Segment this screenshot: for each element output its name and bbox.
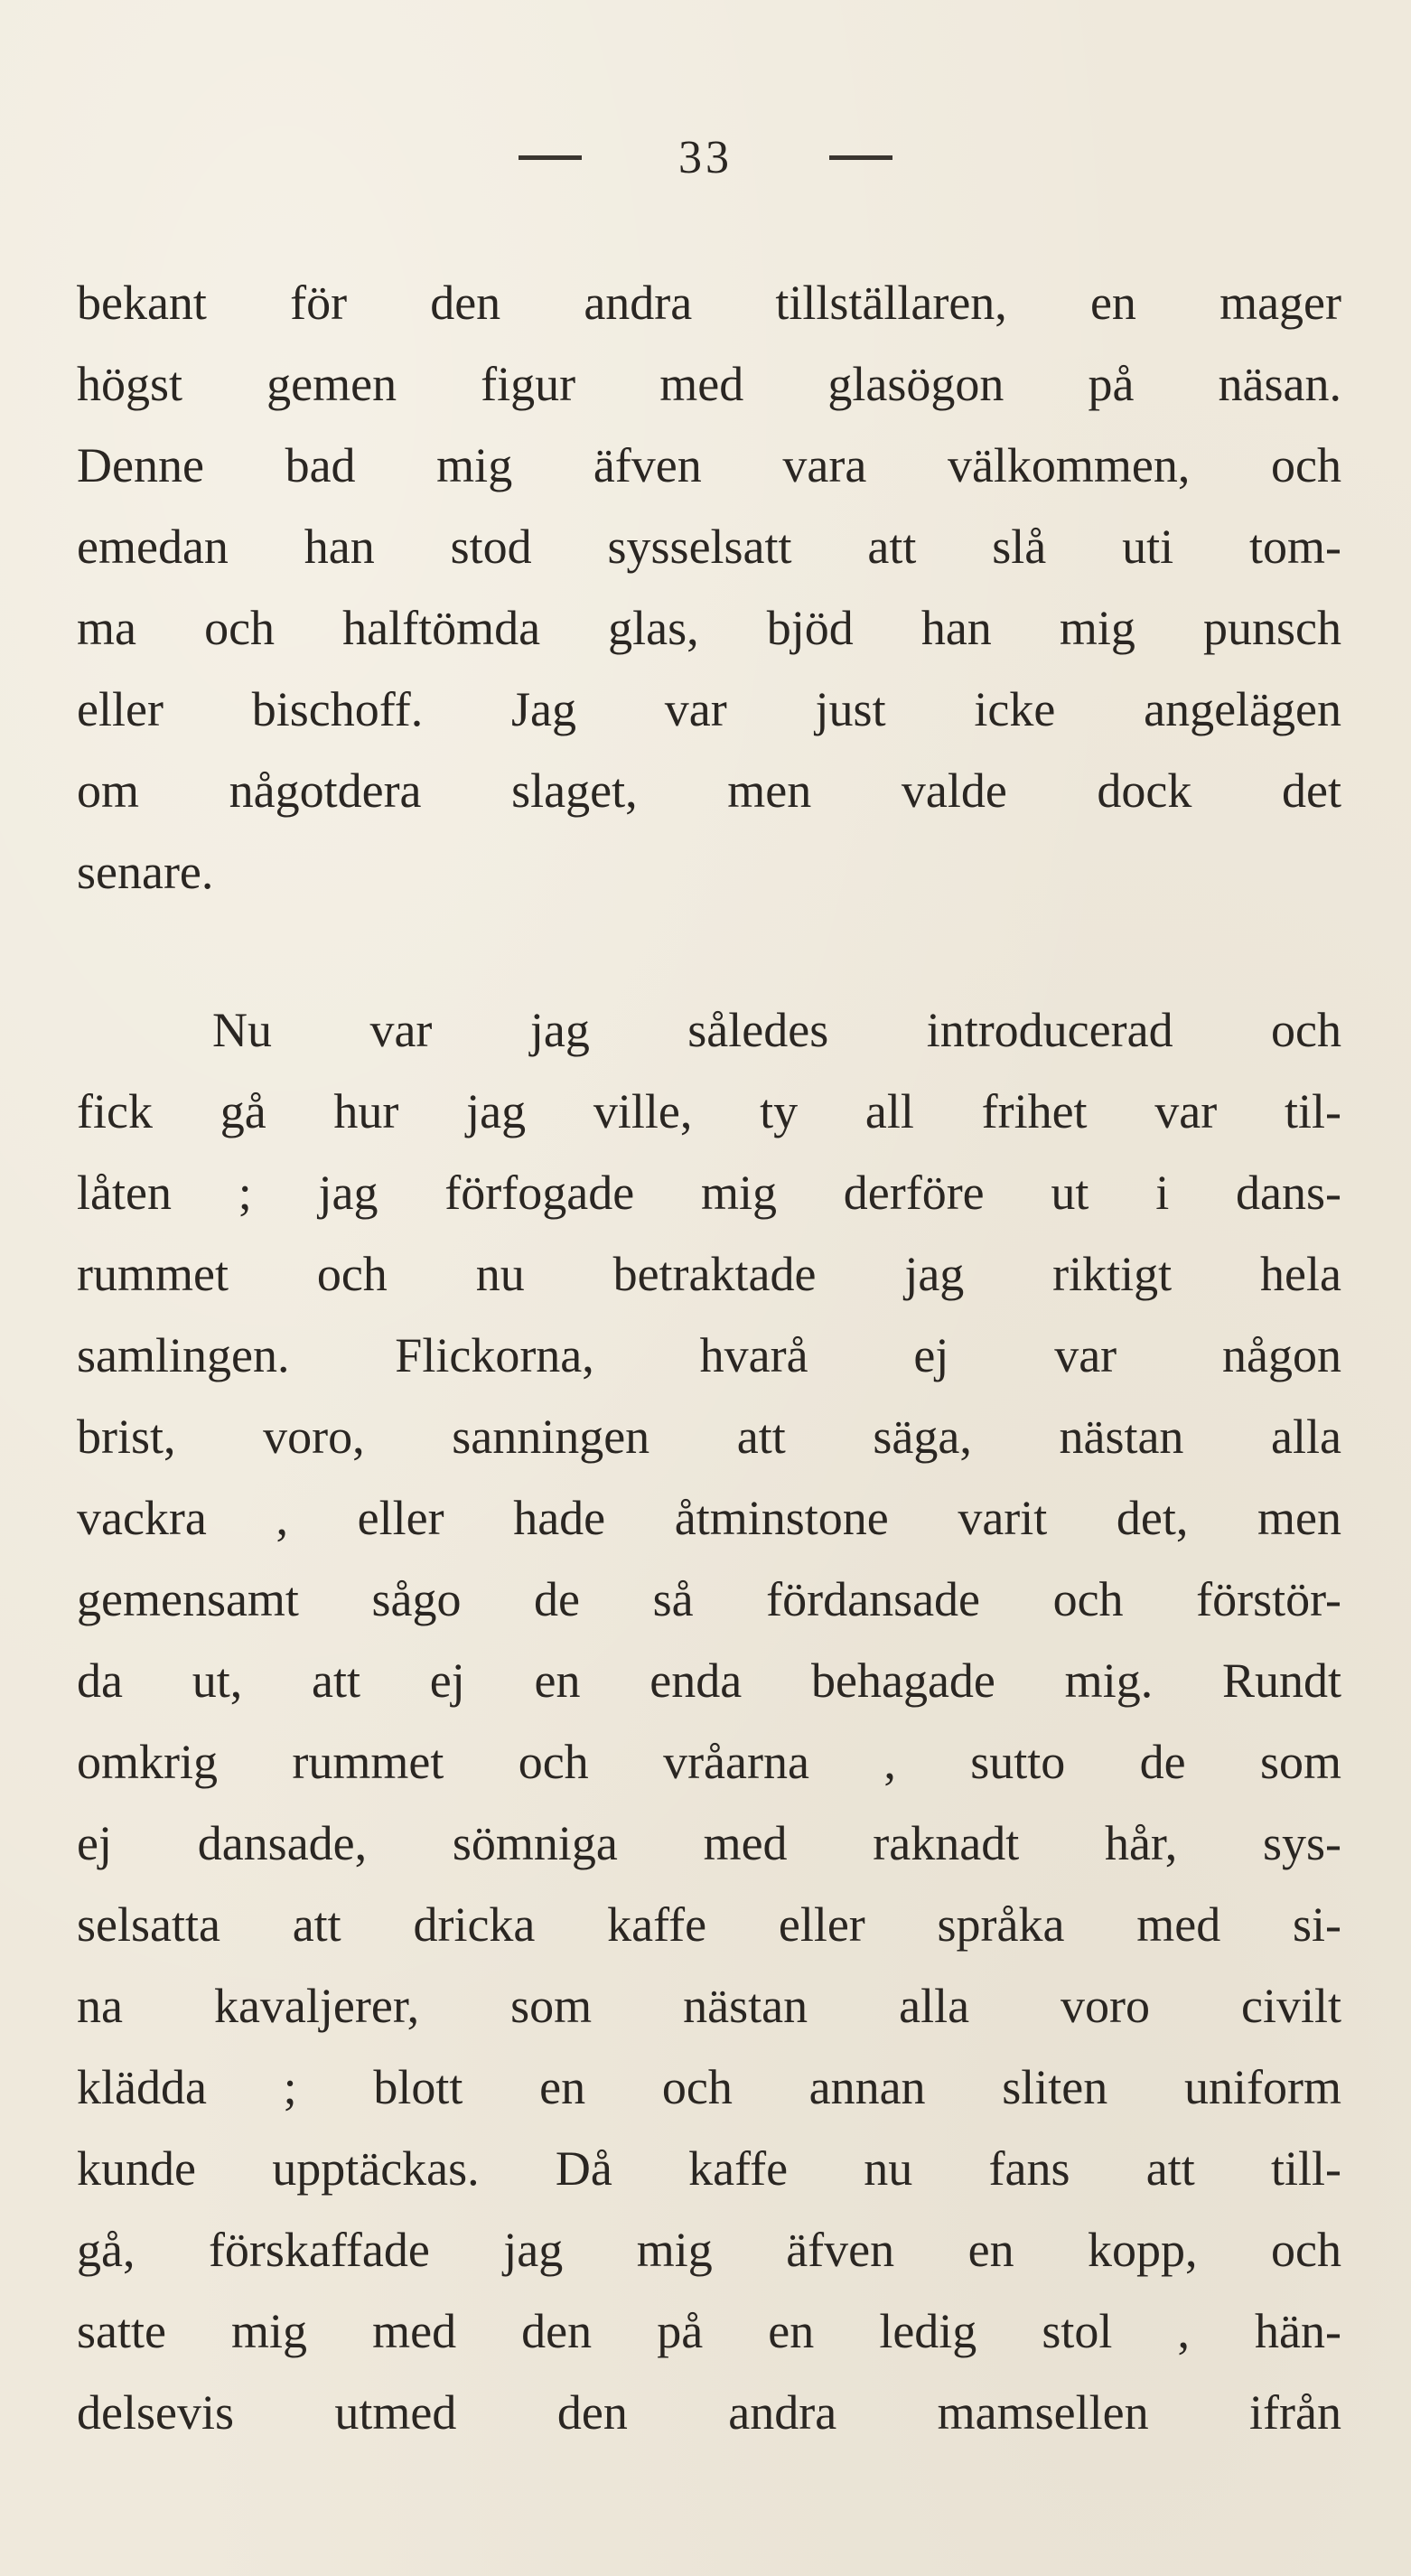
text-line: om någotdera slaget, men valde dock det <box>77 763 1341 818</box>
text-line: Nu var jag således introducerad och <box>212 1003 1341 1057</box>
header-dash-left <box>519 155 582 160</box>
page-number: 33 <box>678 131 733 183</box>
text-line: delsevis utmed den andra mamsellen ifrån <box>77 2385 1341 2440</box>
text-line: bekant för den andra tillställaren, en mager <box>77 276 1341 330</box>
text-line: na kavaljerer, som nästan alla voro civilt <box>77 1979 1341 2033</box>
text-line: klädda ; blott en och annan sliten uniform <box>77 2060 1341 2114</box>
text-line: omkrig rummet och vråarna , sutto de som <box>77 1735 1341 1789</box>
text-line: vackra , eller hade åtminstone varit det, men <box>77 1491 1341 1545</box>
text-line: kunde upptäckas. Då kaffe nu fans att till- <box>77 2141 1341 2196</box>
text-line: emedan han stod sysselsatt att slå uti tom- <box>77 520 1341 574</box>
text-line: eller bischoff. Jag var just icke angelägen <box>77 682 1341 736</box>
text-line: satte mig med den på en ledig stol , hän- <box>77 2304 1341 2358</box>
text-line: senare. <box>77 845 214 899</box>
text-line: högst gemen figur med glasögon på näsan. <box>77 357 1341 411</box>
page-header <box>0 126 1411 184</box>
text-line: rummet och nu betraktade jag riktigt hela <box>77 1247 1341 1301</box>
paragraph-1 <box>77 262 1341 913</box>
text-line: gå, förskaffade jag mig äfven en kopp, och <box>77 2223 1341 2277</box>
text-line: Denne bad mig äfven vara välkommen, och <box>77 438 1341 492</box>
text-line: ej dansade, sömniga med raknadt hår, sys- <box>77 1816 1341 1870</box>
text-line: fick gå hur jag ville, ty all frihet var til- <box>77 1084 1341 1138</box>
text-line: låten ; jag förfogade mig derföre ut i dans- <box>77 1166 1341 1220</box>
text-line: selsatta att dricka kaffe eller språka med si- <box>77 1897 1341 1952</box>
text-line: da ut, att ej en enda behagade mig. Rundt <box>77 1653 1341 1708</box>
header-dash-right <box>829 155 892 160</box>
text-line: brist, voro, sanningen att säga, nästan alla <box>77 1410 1341 1464</box>
text-line: samlingen. Flickorna, hvarå ej var någon <box>77 1328 1341 1382</box>
text-line: gemensamt sågo de så fördansade och förstör- <box>77 1572 1341 1626</box>
paragraph-2 <box>77 989 1341 2453</box>
text-line: ma och halftömda glas, bjöd han mig punsch <box>77 601 1341 655</box>
